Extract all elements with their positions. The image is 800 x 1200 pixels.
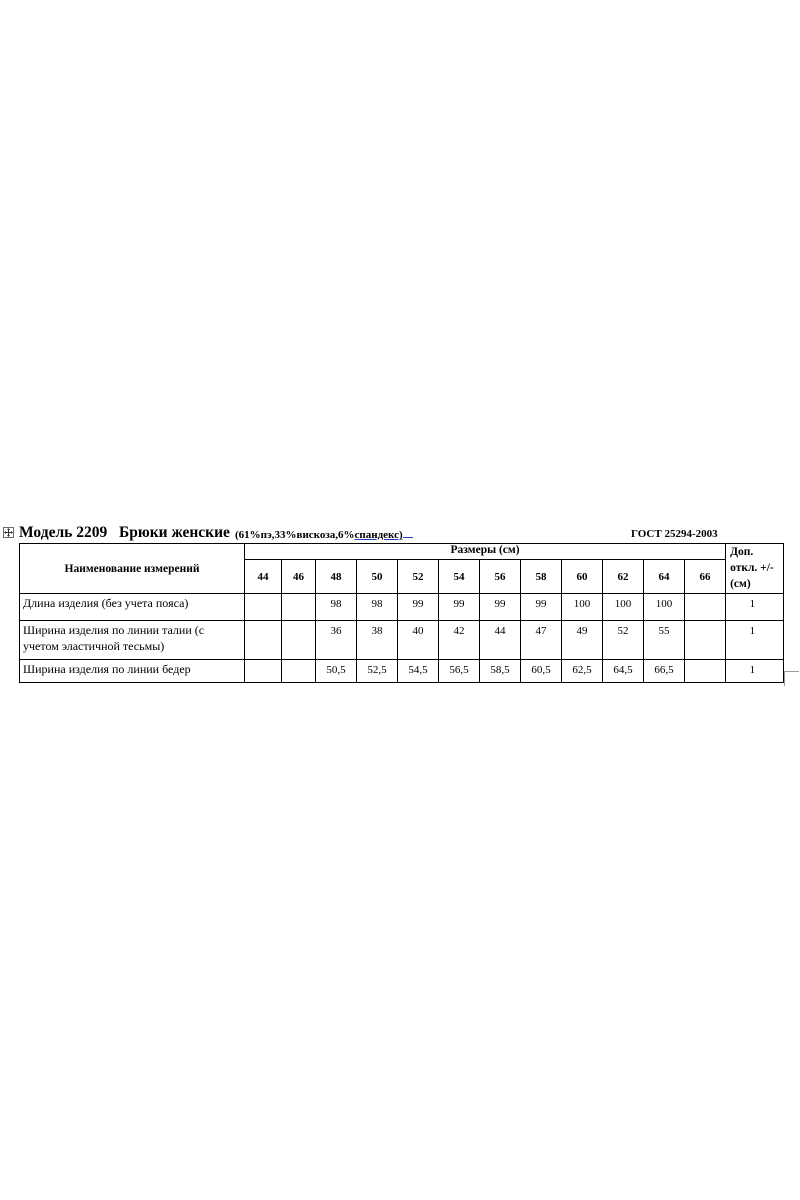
table-cell: 38 <box>357 621 398 660</box>
table-cell: 36 <box>316 621 357 660</box>
table-cell: 44 <box>480 621 521 660</box>
table-cell: 100 <box>603 594 644 621</box>
product-name: Брюки женские <box>119 524 230 541</box>
tolerance-header-line-1: Доп. <box>730 546 754 558</box>
table-resize-corner[interactable] <box>784 671 799 686</box>
table-cell <box>245 594 282 621</box>
size-header: 60 <box>562 560 603 594</box>
table-row <box>20 594 784 621</box>
table-cell <box>685 660 726 683</box>
tolerance-header <box>726 544 784 594</box>
size-header: 64 <box>644 560 685 594</box>
size-header: 66 <box>685 560 726 594</box>
table-cell: 58,5 <box>480 660 521 683</box>
table-cell <box>282 594 316 621</box>
size-header: 50 <box>357 560 398 594</box>
table-cell <box>245 621 282 660</box>
size-header: 58 <box>521 560 562 594</box>
table-cell: 99 <box>480 594 521 621</box>
table-cell: 52 <box>603 621 644 660</box>
table-cell: 99 <box>398 594 439 621</box>
size-chart-table <box>19 543 784 683</box>
model-number: Модель 2209 <box>19 524 108 541</box>
document-heading <box>19 524 779 544</box>
size-header: 48 <box>316 560 357 594</box>
tolerance-cell: 1 <box>726 594 784 621</box>
table-row <box>20 660 784 683</box>
composition-prefix: (61%пэ,33%вискоза,6% <box>235 529 355 541</box>
measurement-name: Ширина изделия по линии талии (с учетом эластичной тесьмы) <box>20 621 245 660</box>
tolerance-cell: 1 <box>726 621 784 660</box>
table-cell: 56,5 <box>439 660 480 683</box>
table-cell: 98 <box>316 594 357 621</box>
table-cell: 62,5 <box>562 660 603 683</box>
standard-reference: ГОСТ 25294-2003 <box>631 528 718 540</box>
table-cell: 99 <box>439 594 480 621</box>
table-move-handle-icon[interactable] <box>3 527 14 538</box>
table-cell: 98 <box>357 594 398 621</box>
table-cell: 47 <box>521 621 562 660</box>
table-cell: 52,5 <box>357 660 398 683</box>
size-header: 56 <box>480 560 521 594</box>
fabric-composition <box>235 528 413 541</box>
table-cell: 60,5 <box>521 660 562 683</box>
table-cell: 64,5 <box>603 660 644 683</box>
size-header: 52 <box>398 560 439 594</box>
measurement-name-header: Наименование измерений <box>20 544 245 594</box>
size-header: 46 <box>282 560 316 594</box>
tolerance-header-line-3: (см) <box>730 578 751 590</box>
tolerance-header-line-2: откл. +/- <box>730 562 774 574</box>
table-cell <box>685 594 726 621</box>
table-cell: 99 <box>521 594 562 621</box>
measurement-name: Ширина изделия по линии бедер <box>20 660 245 683</box>
measurement-name: Длина изделия (без учета пояса) <box>20 594 245 621</box>
table-cell <box>282 621 316 660</box>
size-header: 54 <box>439 560 480 594</box>
table-cell: 100 <box>562 594 603 621</box>
size-header: 62 <box>603 560 644 594</box>
table-cell: 100 <box>644 594 685 621</box>
table-row <box>20 621 784 660</box>
table-cell <box>685 621 726 660</box>
table-cell <box>245 660 282 683</box>
table-cell: 55 <box>644 621 685 660</box>
table-cell: 66,5 <box>644 660 685 683</box>
sizes-header: Размеры (см) <box>245 544 726 560</box>
table-cell: 40 <box>398 621 439 660</box>
size-header: 44 <box>245 560 282 594</box>
table-cell: 49 <box>562 621 603 660</box>
tolerance-cell: 1 <box>726 660 784 683</box>
table-header-row <box>20 544 784 560</box>
composition-underlined: спандекс) <box>354 529 403 541</box>
table-cell <box>282 660 316 683</box>
table-cell: 54,5 <box>398 660 439 683</box>
table-cell: 42 <box>439 621 480 660</box>
composition-underline-tail <box>403 528 413 538</box>
table-cell: 50,5 <box>316 660 357 683</box>
